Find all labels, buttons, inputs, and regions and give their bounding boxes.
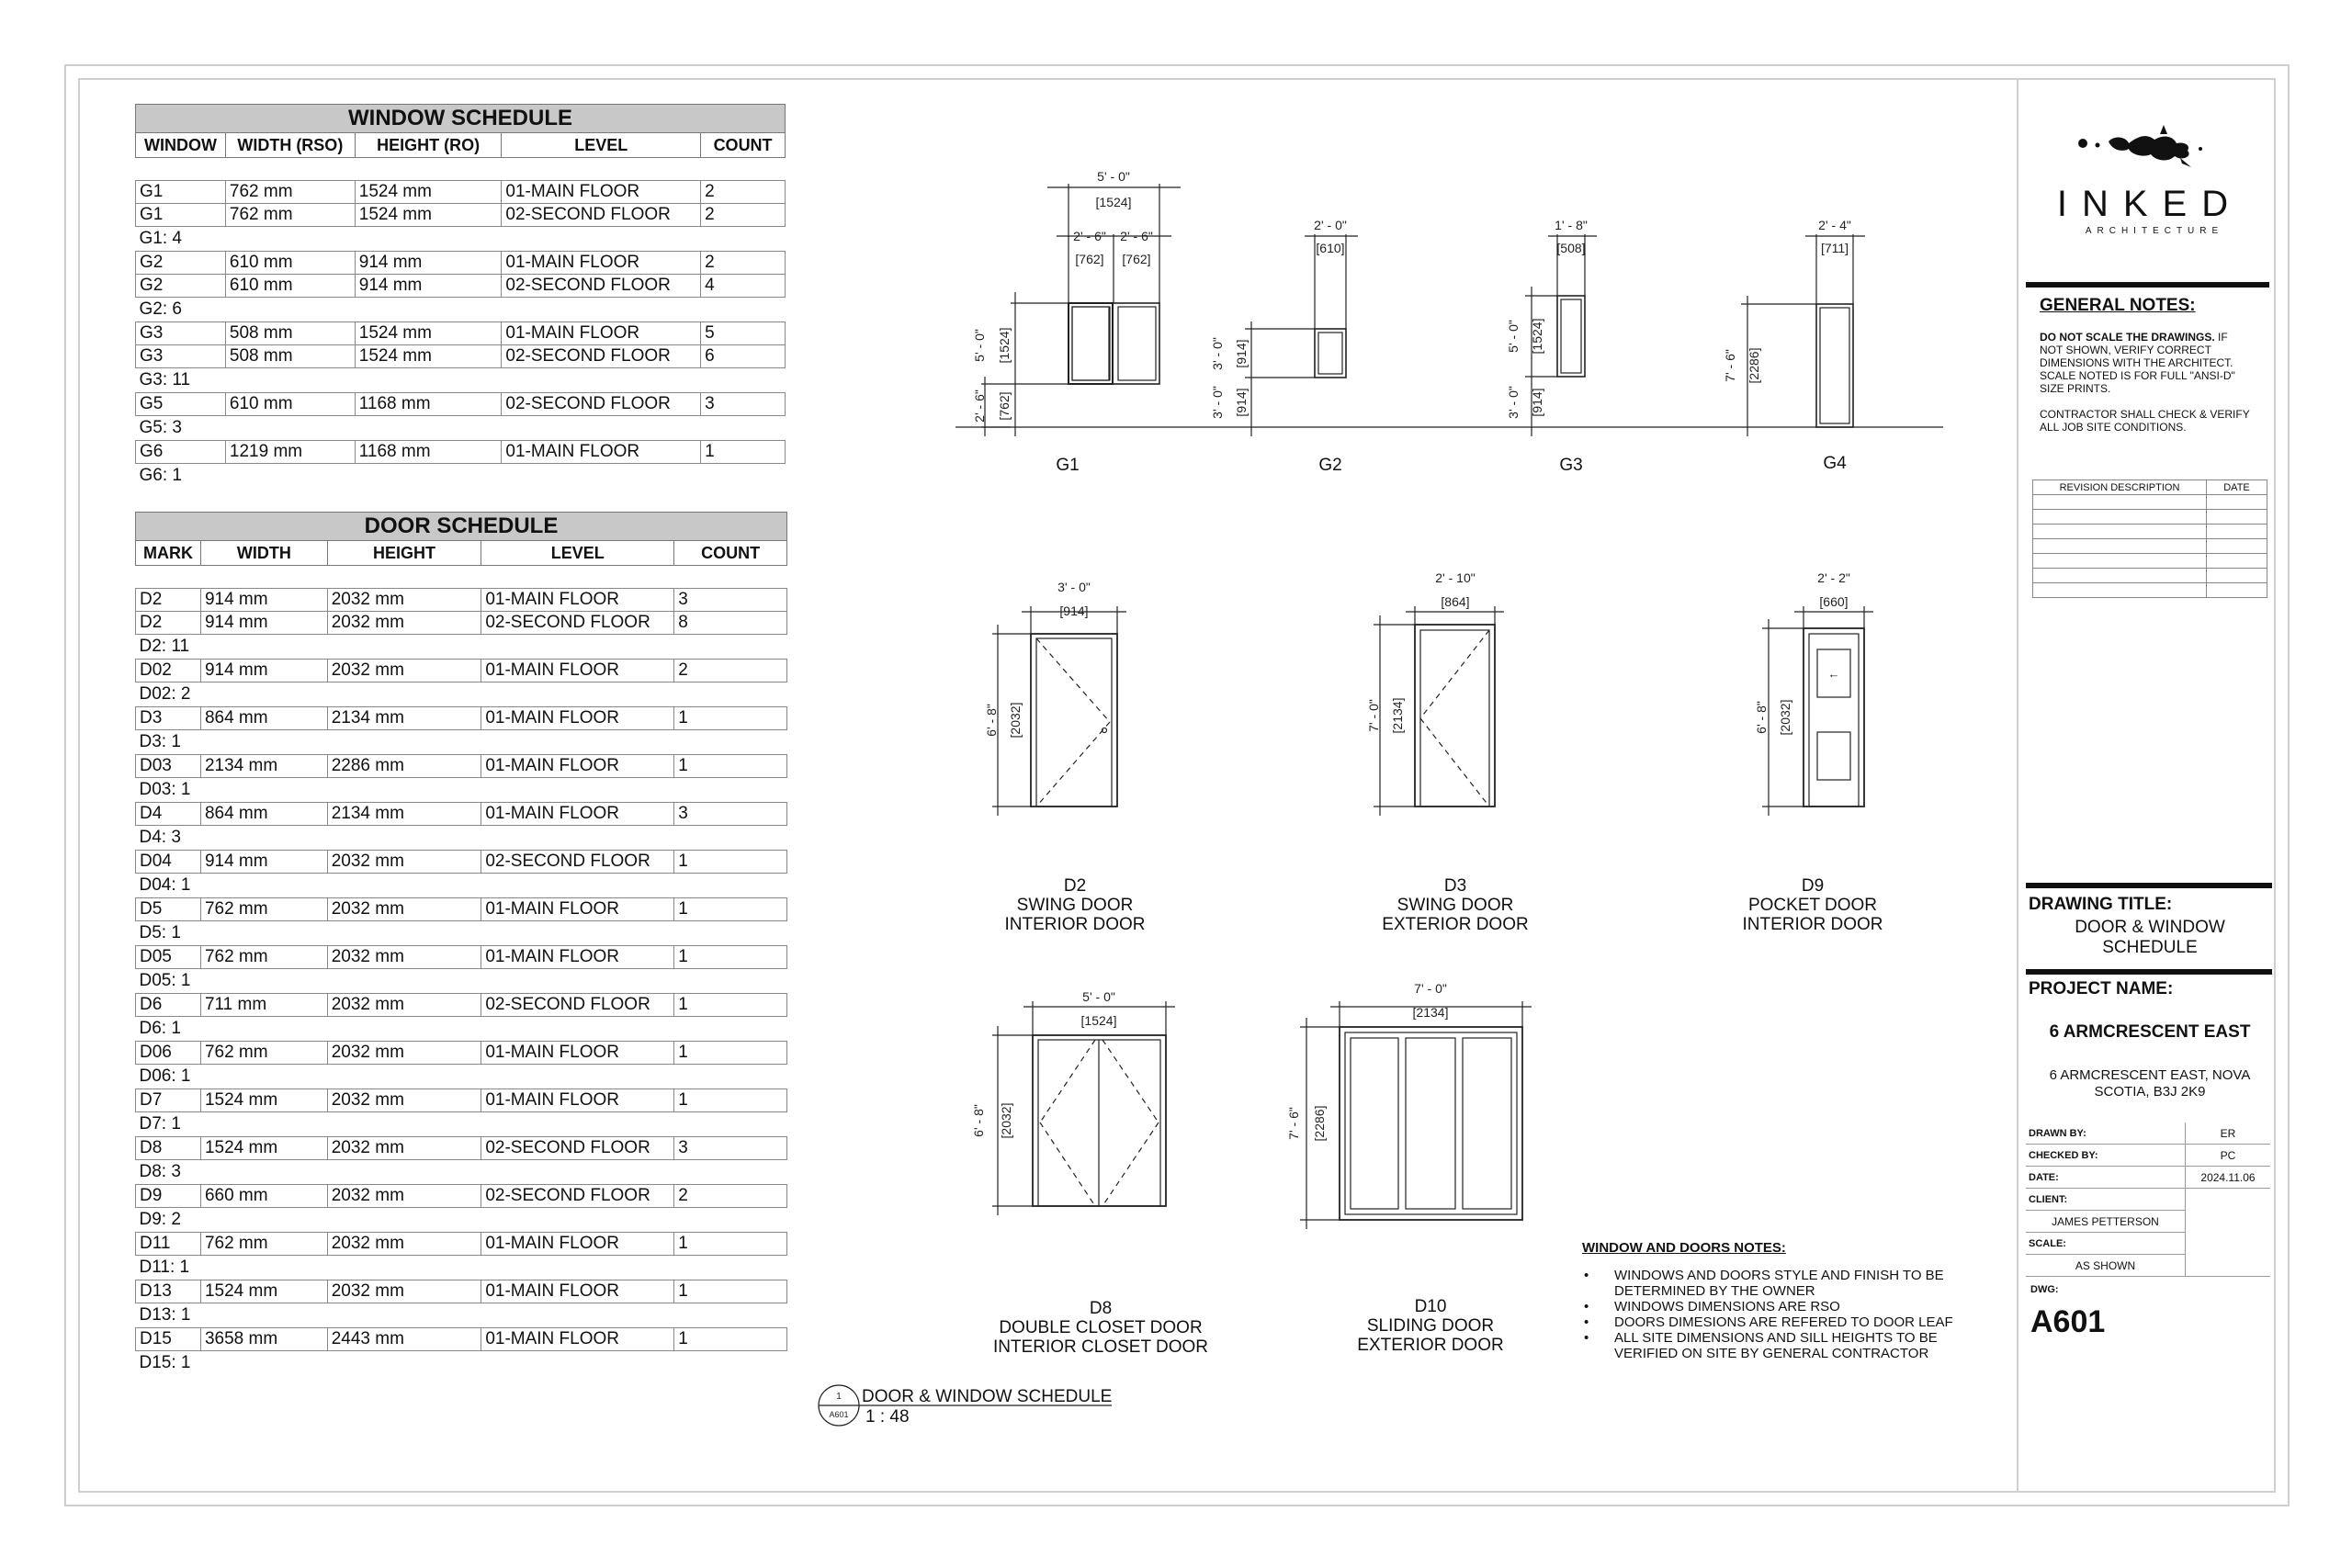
drawn-by: ER	[2186, 1122, 2271, 1145]
table-cell: G3	[136, 322, 226, 345]
table-cell: D2	[136, 589, 201, 612]
general-notes-title: GENERAL NOTES:	[2040, 296, 2196, 315]
table-cell: 1524 mm	[200, 1280, 327, 1303]
table-cell: D8	[136, 1137, 201, 1160]
col-header: REVISION DESCRIPTION	[2033, 480, 2207, 495]
project-name-label: PROJECT NAME:	[2029, 979, 2174, 998]
door-category: EXTERIOR DOOR	[1382, 915, 1529, 934]
table-cell: 864 mm	[200, 707, 327, 730]
dim-text: [1524]	[1080, 1013, 1117, 1028]
dim-text: 7' - 0"	[1414, 981, 1447, 996]
view-title: DOOR & WINDOW SCHEDULE	[862, 1387, 1113, 1406]
dim-text: [1524]	[997, 327, 1012, 364]
table-cell: 2032 mm	[327, 1233, 481, 1256]
table-cell: 1168 mm	[355, 441, 502, 464]
table-cell: 02-SECOND FLOOR	[502, 345, 701, 368]
dim-text: 2' - 2"	[1817, 570, 1850, 585]
table-cell: 3	[701, 393, 786, 416]
door-d8-elevation	[992, 1001, 1175, 1215]
table-cell: 1	[701, 441, 786, 464]
group-total: D3: 1	[139, 732, 181, 751]
dim-text: [762]	[997, 391, 1012, 421]
table-cell: 2032 mm	[327, 589, 481, 612]
table-cell: 01-MAIN FLOOR	[481, 660, 674, 682]
table-cell: 01-MAIN FLOOR	[502, 181, 701, 204]
table-cell: D06	[136, 1042, 201, 1065]
door-schedule-title: DOOR SCHEDULE	[136, 513, 787, 541]
table-cell: 2	[701, 181, 786, 204]
group-total: D6: 1	[139, 1019, 181, 1038]
dim-text: [762]	[1122, 252, 1151, 266]
table-cell: 762 mm	[200, 1233, 327, 1256]
col-header: HEIGHT	[327, 541, 481, 566]
checked-by: PC	[2186, 1145, 2271, 1167]
dim-text: 7' - 6"	[1286, 1107, 1301, 1140]
door-type: POCKET DOOR	[1747, 896, 1878, 915]
table-cell: G6	[136, 441, 226, 464]
logo-name: INKED	[2056, 184, 2244, 224]
window-g4-elevation	[1741, 234, 1865, 436]
col-header: MARK	[136, 541, 201, 566]
general-notes-p1: IF NOT SHOWN, VERIFY CORRECT DIMENSIONS WITH THE ARCHITECT. SCALE NOTED IS FOR FULL "ANSI-D" SIZE PRINTS.	[2040, 331, 2235, 395]
table-cell: 914 mm	[355, 275, 502, 298]
col-header: LEVEL	[481, 541, 674, 566]
dim-text: 3' - 0"	[1506, 386, 1521, 419]
dim-text: 2' - 10"	[1435, 570, 1476, 585]
table-cell: 1	[674, 1042, 787, 1065]
table-cell: 1	[674, 1280, 787, 1303]
table-cell: 01-MAIN FLOOR	[481, 1233, 674, 1256]
table-cell: D05	[136, 946, 201, 969]
table-cell: 2134 mm	[327, 803, 481, 826]
window-g2-elevation	[1245, 234, 1358, 436]
group-total: G6: 1	[139, 466, 182, 485]
table-cell: 2134 mm	[327, 707, 481, 730]
table-cell: 2032 mm	[327, 994, 481, 1017]
dim-text: 3' - 0"	[1057, 580, 1091, 594]
table-cell: 1	[674, 851, 787, 874]
table-cell: D4	[136, 803, 201, 826]
view-scale: 1 : 48	[865, 1407, 910, 1427]
dim-text: 2' - 6"	[1073, 229, 1106, 243]
table-cell: D5	[136, 898, 201, 921]
dim-text: [914]	[1530, 388, 1544, 417]
group-total: D9: 2	[139, 1210, 181, 1229]
door-tag: D9	[1801, 876, 1825, 896]
table-cell: 1	[674, 1328, 787, 1351]
divider	[2026, 969, 2272, 975]
table-cell: 1	[674, 994, 787, 1017]
table-cell: D2	[136, 612, 201, 635]
table-cell: 2032 mm	[327, 1089, 481, 1112]
table-cell: 02-SECOND FLOOR	[481, 851, 674, 874]
table-cell: D3	[136, 707, 201, 730]
table-cell: 3	[674, 589, 787, 612]
dim-text: [914]	[1234, 388, 1249, 417]
dim-text: 7' - 0"	[1366, 699, 1381, 732]
table-cell: 864 mm	[200, 803, 327, 826]
list-item: • ALL SITE DIMENSIONS AND SILL HEIGHTS TO BE VERIFIED ON SITE BY GENERAL CONTRACTOR	[1582, 1330, 1968, 1361]
door-type: SWING DOOR	[1396, 896, 1514, 915]
dim-text: [711]	[1820, 241, 1849, 255]
project-address-line1: 6 ARMCRESCENT EAST, NOVA	[2049, 1067, 2251, 1083]
group-total: D7: 1	[139, 1114, 181, 1134]
drawing-title-label: DRAWING TITLE:	[2029, 895, 2173, 914]
dim-text: [1524]	[1530, 318, 1544, 355]
checked-by-label: CHECKED BY:	[2026, 1145, 2186, 1167]
project-address-line2: SCOTIA, B3J 2K9	[2094, 1084, 2206, 1100]
dim-text: [2032]	[1778, 699, 1792, 736]
table-cell: 01-MAIN FLOOR	[481, 1280, 674, 1303]
table-cell: 02-SECOND FLOOR	[502, 393, 701, 416]
dim-text: 2' - 6"	[1120, 229, 1153, 243]
group-total: G3: 11	[139, 370, 191, 389]
window-tag: G4	[1823, 454, 1847, 473]
table-cell: 1524 mm	[200, 1089, 327, 1112]
window-schedule-title: WINDOW SCHEDULE	[136, 105, 786, 133]
group-total: G2: 6	[139, 299, 182, 319]
dim-text: [914]	[1234, 339, 1249, 368]
dim-text: 2' - 6"	[972, 389, 987, 423]
divider	[2026, 282, 2269, 288]
table-cell: 610 mm	[225, 252, 355, 275]
table-cell: G2	[136, 275, 226, 298]
table-cell: 5	[701, 322, 786, 345]
table-cell: 1524 mm	[355, 204, 502, 227]
col-header: DATE	[2207, 480, 2267, 495]
table-cell: 762 mm	[225, 181, 355, 204]
group-total: D04: 1	[139, 875, 191, 895]
table-cell: D7	[136, 1089, 201, 1112]
table-cell: 01-MAIN FLOOR	[481, 946, 674, 969]
table-cell: 1	[674, 1233, 787, 1256]
dim-text: 2' - 4"	[1818, 218, 1851, 232]
col-header: WIDTH	[200, 541, 327, 566]
table-cell: 762 mm	[200, 898, 327, 921]
group-total: D13: 1	[139, 1305, 191, 1325]
table-cell: G1	[136, 204, 226, 227]
window-tag: G3	[1559, 456, 1583, 475]
group-total: D06: 1	[139, 1066, 191, 1086]
general-notes-text	[2040, 331, 2251, 434]
table-cell: G1	[136, 181, 226, 204]
table-cell: 2443 mm	[327, 1328, 481, 1351]
group-total: G5: 3	[139, 418, 182, 437]
door-category: EXTERIOR DOOR	[1357, 1336, 1504, 1355]
table-cell: 3	[674, 1137, 787, 1160]
table-cell: 01-MAIN FLOOR	[481, 1042, 674, 1065]
general-notes-bold: DO NOT SCALE THE DRAWINGS.	[2040, 331, 2215, 344]
table-cell: 2032 mm	[327, 898, 481, 921]
group-total: D2: 11	[139, 637, 190, 656]
table-cell: D02	[136, 660, 201, 682]
door-category: INTERIOR DOOR	[1004, 915, 1146, 934]
divider	[2026, 883, 2272, 888]
dwg-number: A601	[2030, 1304, 2106, 1339]
group-total: D15: 1	[139, 1353, 191, 1372]
table-cell: 914 mm	[200, 589, 327, 612]
table-cell: 762 mm	[225, 204, 355, 227]
table-cell: 1168 mm	[355, 393, 502, 416]
dim-text: 6' - 8"	[1754, 701, 1769, 734]
col-header: HEIGHT (RO)	[355, 133, 502, 158]
table-cell: 6	[701, 345, 786, 368]
table-cell: 2	[674, 660, 787, 682]
table-cell: 2032 mm	[327, 612, 481, 635]
drawing-title-line1: DOOR & WINDOW	[2075, 918, 2225, 937]
drawing-title-line2: SCHEDULE	[2102, 938, 2198, 957]
dim-text: [2286]	[1747, 347, 1761, 384]
table-cell: 02-SECOND FLOOR	[502, 204, 701, 227]
dim-text: [660]	[1819, 594, 1849, 609]
client: JAMES PETTERSON	[2026, 1211, 2186, 1233]
table-cell: D04	[136, 851, 201, 874]
table-cell: 610 mm	[225, 393, 355, 416]
window-tag: G1	[1056, 456, 1080, 475]
table-cell: 1524 mm	[355, 345, 502, 368]
general-notes-p2: CONTRACTOR SHALL CHECK & VERIFY ALL JOB SITE CONDITIONS.	[2040, 408, 2250, 434]
col-header: WINDOW	[136, 133, 226, 158]
list-item: • WINDOWS AND DOORS STYLE AND FINISH TO BE DETERMINED BY THE OWNER	[1582, 1268, 1968, 1299]
dim-text: [2032]	[999, 1102, 1013, 1139]
table-cell: 1219 mm	[225, 441, 355, 464]
table-cell: G5	[136, 393, 226, 416]
table-cell: 2	[701, 252, 786, 275]
drawn-by-label: DRAWN BY:	[2026, 1122, 2186, 1145]
dim-text: 5' - 0"	[972, 329, 987, 362]
col-header: COUNT	[701, 133, 786, 158]
table-cell: D6	[136, 994, 201, 1017]
table-cell: 508 mm	[225, 345, 355, 368]
table-cell: 01-MAIN FLOOR	[481, 898, 674, 921]
dim-text: [2134]	[1412, 1005, 1449, 1020]
table-cell: 02-SECOND FLOOR	[481, 612, 674, 635]
table-cell: 660 mm	[200, 1185, 327, 1208]
col-header: COUNT	[674, 541, 787, 566]
table-cell: 1	[674, 946, 787, 969]
table-cell: 762 mm	[200, 1042, 327, 1065]
table-cell: 1	[674, 707, 787, 730]
door-type: DOUBLE CLOSET DOOR	[999, 1318, 1203, 1337]
dim-text: 3' - 0"	[1210, 337, 1225, 370]
client-label: CLIENT:	[2026, 1189, 2186, 1211]
table-cell: 914 mm	[355, 252, 502, 275]
group-total: D4: 3	[139, 828, 181, 847]
table-cell: 2032 mm	[327, 851, 481, 874]
dim-text: [610]	[1316, 241, 1345, 255]
table-cell: G3	[136, 345, 226, 368]
table-cell: 762 mm	[200, 946, 327, 969]
door-type: SWING DOOR	[1016, 896, 1134, 915]
group-total: D8: 3	[139, 1162, 181, 1181]
table-cell: 1	[674, 1089, 787, 1112]
door-tag: D10	[1414, 1297, 1447, 1316]
group-total: D02: 2	[139, 684, 191, 704]
list-item: • WINDOWS DIMENSIONS ARE RSO	[1582, 1299, 1968, 1314]
table-cell: D9	[136, 1185, 201, 1208]
dim-text: [864]	[1441, 594, 1470, 609]
dim-text: 3' - 0"	[1210, 386, 1225, 419]
table-cell: 2032 mm	[327, 1185, 481, 1208]
date: 2024.11.06	[2186, 1167, 2271, 1189]
door-tag: D8	[1089, 1299, 1113, 1318]
door-d10-elevation	[1300, 1001, 1532, 1229]
table-cell: 2	[674, 1185, 787, 1208]
table-cell: 711 mm	[200, 994, 327, 1017]
table-cell: 01-MAIN FLOOR	[481, 803, 674, 826]
dim-text: [914]	[1059, 604, 1089, 618]
dim-text: 1' - 8"	[1555, 218, 1588, 232]
table-cell: 01-MAIN FLOOR	[481, 1328, 674, 1351]
view-number: 1	[836, 1392, 842, 1402]
dim-text: 2' - 0"	[1314, 218, 1347, 232]
logo-subtitle: ARCHITECTURE	[2085, 226, 2224, 236]
dim-text: [2134]	[1390, 697, 1405, 734]
table-cell: G2	[136, 252, 226, 275]
table-cell: 1	[674, 898, 787, 921]
table-cell: 3	[674, 803, 787, 826]
window-tag: G2	[1318, 456, 1342, 475]
table-cell: 01-MAIN FLOOR	[481, 589, 674, 612]
dim-text: [1524]	[1095, 195, 1132, 209]
table-cell: D13	[136, 1280, 201, 1303]
table-cell: D11	[136, 1233, 201, 1256]
date-label: DATE:	[2026, 1167, 2186, 1189]
table-cell: 01-MAIN FLOOR	[481, 1089, 674, 1112]
door-tag: D2	[1063, 876, 1087, 896]
table-cell: 8	[674, 612, 787, 635]
table-cell: D03	[136, 755, 201, 778]
table-cell: 01-MAIN FLOOR	[502, 441, 701, 464]
table-cell: 02-SECOND FLOOR	[481, 1185, 674, 1208]
notes-list	[1582, 1268, 1968, 1361]
dim-text: [2032]	[1008, 702, 1023, 739]
scale-label: SCALE:	[2026, 1233, 2186, 1255]
dim-text: 6' - 8"	[971, 1104, 986, 1137]
table-cell: 2286 mm	[327, 755, 481, 778]
notes-title: WINDOW AND DOORS NOTES:	[1582, 1240, 1786, 1256]
ink-splash-logo-icon	[2072, 121, 2210, 176]
table-cell: 4	[701, 275, 786, 298]
table-cell: 02-SECOND FLOOR	[481, 1137, 674, 1160]
dim-text: [762]	[1075, 252, 1104, 266]
title-block-info-table	[2026, 1122, 2270, 1277]
table-cell: 2032 mm	[327, 1137, 481, 1160]
dim-text: 5' - 0"	[1097, 169, 1130, 184]
door-category: INTERIOR CLOSET DOOR	[992, 1337, 1209, 1357]
table-cell: 610 mm	[225, 275, 355, 298]
table-cell: 3658 mm	[200, 1328, 327, 1351]
table-cell: 2032 mm	[327, 660, 481, 682]
table-cell: 02-SECOND FLOOR	[481, 994, 674, 1017]
door-category: INTERIOR DOOR	[1742, 915, 1883, 934]
group-total: G1: 4	[139, 229, 182, 248]
scale: AS SHOWN	[2026, 1255, 2186, 1277]
table-cell: D15	[136, 1328, 201, 1351]
view-sheet: A601	[829, 1410, 849, 1419]
table-cell: 1524 mm	[355, 181, 502, 204]
dim-text: 5' - 0"	[1506, 320, 1521, 353]
table-cell: 1	[674, 755, 787, 778]
table-cell: 508 mm	[225, 322, 355, 345]
dim-text: [2286]	[1312, 1105, 1327, 1142]
door-tag: D3	[1443, 876, 1467, 896]
revision-table	[2032, 479, 2267, 598]
list-item: • DOORS DIMESIONS ARE REFERED TO DOOR LEAF	[1582, 1314, 1968, 1330]
table-cell: 02-SECOND FLOOR	[502, 275, 701, 298]
door-type: SLIDING DOOR	[1366, 1316, 1495, 1336]
project-name: 6 ARMCRESCENT EAST	[2049, 1022, 2251, 1042]
table-cell: 2032 mm	[327, 1280, 481, 1303]
table-cell: 1524 mm	[200, 1137, 327, 1160]
col-header: LEVEL	[502, 133, 701, 158]
group-total: D11: 1	[139, 1258, 190, 1277]
table-cell: 1524 mm	[355, 322, 502, 345]
table-cell: 01-MAIN FLOOR	[502, 322, 701, 345]
dim-text: [508]	[1556, 241, 1586, 255]
group-total: D03: 1	[139, 780, 191, 799]
table-cell: 2032 mm	[327, 946, 481, 969]
table-cell: 2032 mm	[327, 1042, 481, 1065]
dim-text: 5' - 0"	[1082, 989, 1115, 1004]
table-cell: 914 mm	[200, 660, 327, 682]
table-cell: 914 mm	[200, 851, 327, 874]
table-cell: 01-MAIN FLOOR	[481, 707, 674, 730]
group-total: D05: 1	[139, 971, 191, 990]
table-cell: 2134 mm	[200, 755, 327, 778]
dim-text: 7' - 6"	[1723, 349, 1737, 382]
dim-text: 6' - 8"	[984, 704, 999, 737]
pocket-arrow-icon: ←	[1827, 667, 1840, 681]
group-total: D5: 1	[139, 923, 181, 942]
dwg-label: DWG:	[2030, 1284, 2059, 1295]
table-cell: 2	[701, 204, 786, 227]
col-header: WIDTH (RSO)	[225, 133, 355, 158]
table-cell: 01-MAIN FLOOR	[502, 252, 701, 275]
table-cell: 01-MAIN FLOOR	[481, 755, 674, 778]
table-cell: 914 mm	[200, 612, 327, 635]
